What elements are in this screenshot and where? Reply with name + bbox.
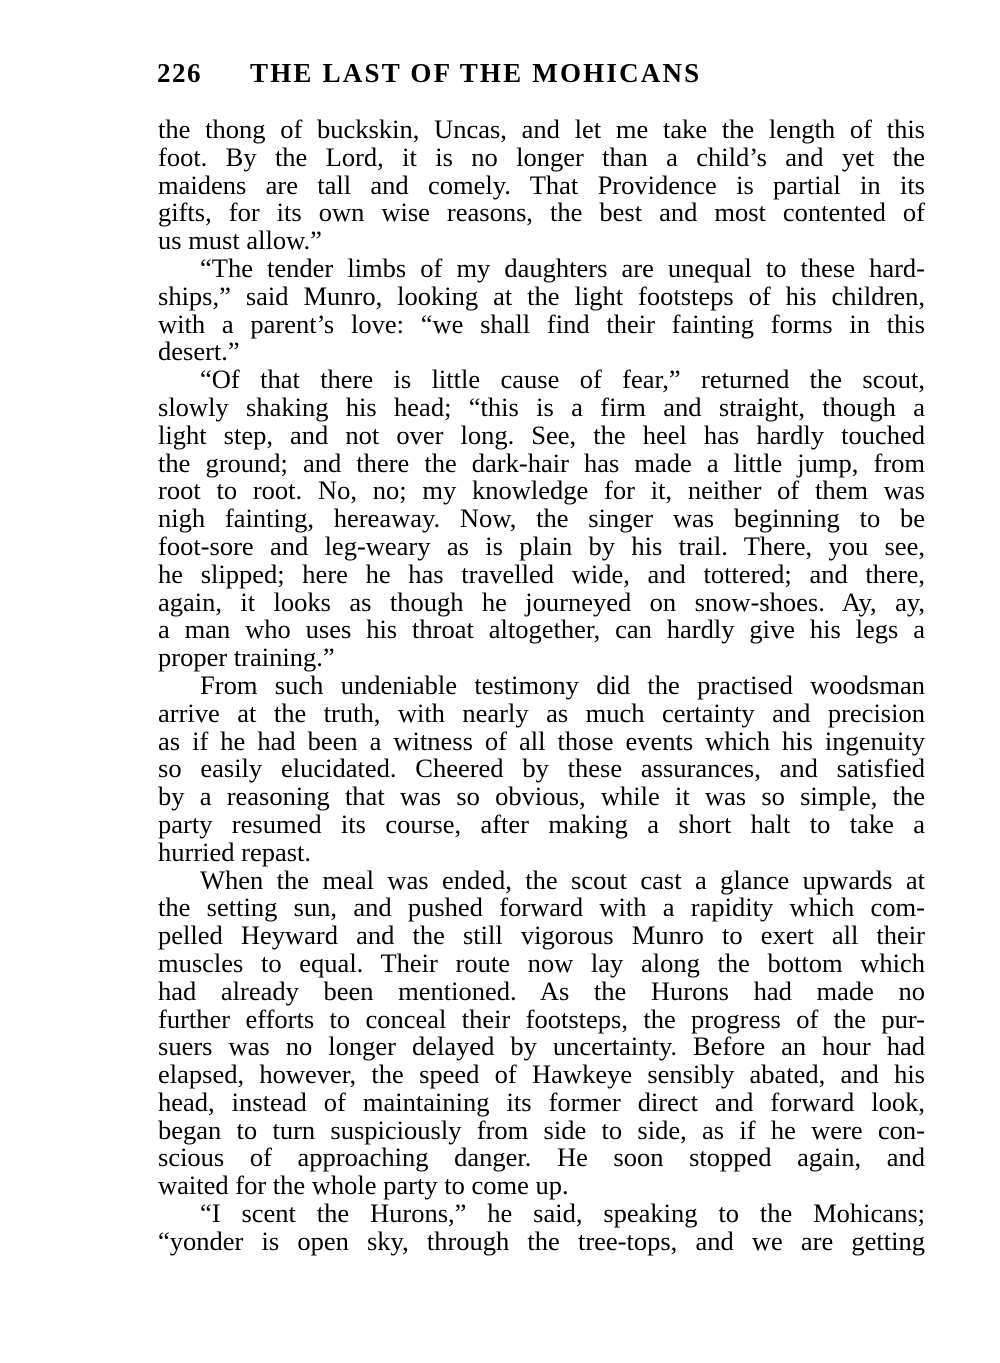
text-line: ships,” said Munro, looking at the light footsteps of his children, <box>158 280 925 311</box>
text-line: “I scent the Hurons,” he said, speaking to the Mohicans; <box>200 1198 925 1229</box>
text-line: head, instead of maintaining its former direct and forward look, <box>158 1086 925 1117</box>
text-line: again, it looks as though he journeyed on snow-shoes. Ay, ay, <box>158 586 925 617</box>
text-line: From such undeniable testimony did the practised woodsman <box>200 669 925 700</box>
text-line: party resumed its course, after making a short halt to take a <box>158 808 925 839</box>
text-line: scious of approaching danger. He soon stopped again, and <box>158 1142 925 1173</box>
text-line: When the meal was ended, the scout cast a glance upwards at <box>200 864 925 895</box>
text-line: by a reasoning that was so obvious, while it was so simple, the <box>158 781 925 812</box>
text-line: he slipped; here he has travelled wide, and tottered; and there, <box>158 558 925 589</box>
text-line: a man who uses his throat altogether, can hardly give his legs a <box>158 614 925 645</box>
text-line: light step, and not over long. See, the heel has hardly touched <box>158 419 925 450</box>
text-line: began to turn suspiciously from side to side, as if he were con- <box>158 1114 925 1145</box>
text-line: proper training.” <box>158 642 335 673</box>
text-line: the ground; and there the dark-hair has made a little jump, from <box>158 447 925 478</box>
text-line: gifts, for its own wise reasons, the best and most contented of <box>158 197 925 228</box>
text-line: muscles to equal. Their route now lay along the bottom which <box>158 947 925 978</box>
text-line: us must allow.” <box>158 225 322 256</box>
text-line: “The tender limbs of my daughters are unequal to these hard- <box>200 252 925 283</box>
text-line: hurried repast. <box>158 836 312 867</box>
text-line: nigh fainting, hereaway. Now, the singer was beginning to be <box>158 503 925 534</box>
text-line: the setting sun, and pushed forward with a rapidity which com- <box>158 892 925 923</box>
text-line: as if he had been a witness of all those events which his ingenuity <box>158 725 925 756</box>
text-line: desert.” <box>158 336 240 367</box>
text-line: the thong of buckskin, Uncas, and let me take the length of this <box>158 114 925 144</box>
text-line: maidens are tall and comely. That Providence is partial in its <box>158 169 925 200</box>
text-line: slowly shaking his head; “this is a firm and straight, though a <box>158 391 925 422</box>
text-line: had already been mentioned. As the Hurons had made no <box>158 975 925 1006</box>
text-line: suers was no longer delayed by uncertainty. Before an hour had <box>158 1031 925 1062</box>
text-line: arrive at the truth, with nearly as much certainty and precision <box>158 697 925 728</box>
text-line: “yonder is open sky, through the tree-tops, and we are getting <box>158 1225 925 1256</box>
text-line: “Of that there is little cause of fear,” returned the scout, <box>200 364 925 395</box>
running-title: THE LAST OF THE MOHICANS <box>250 58 702 88</box>
text-line: foot. By the Lord, it is no longer than a child’s and yet the <box>158 141 925 172</box>
text-line: so easily elucidated. Cheered by these assurances, and satisfied <box>158 753 925 784</box>
text-line: with a parent’s love: “we shall find their fainting forms in this <box>158 308 925 339</box>
text-line: further efforts to conceal their footsteps, the progress of the pur- <box>158 1003 925 1034</box>
text-line: waited for the whole party to come up. <box>158 1170 569 1201</box>
text-line: elapsed, however, the speed of Hawkeye sensibly abated, and his <box>158 1059 925 1090</box>
text-line: foot-sore and leg-weary as is plain by his trail. There, you see, <box>158 530 925 561</box>
body-text <box>158 116 925 1256</box>
text-line: pelled Heyward and the still vigorous Munro to exert all their <box>158 920 925 951</box>
text-line: root to root. No, no; my knowledge for it, neither of them was <box>158 475 925 506</box>
page-number: 226 <box>157 58 202 88</box>
